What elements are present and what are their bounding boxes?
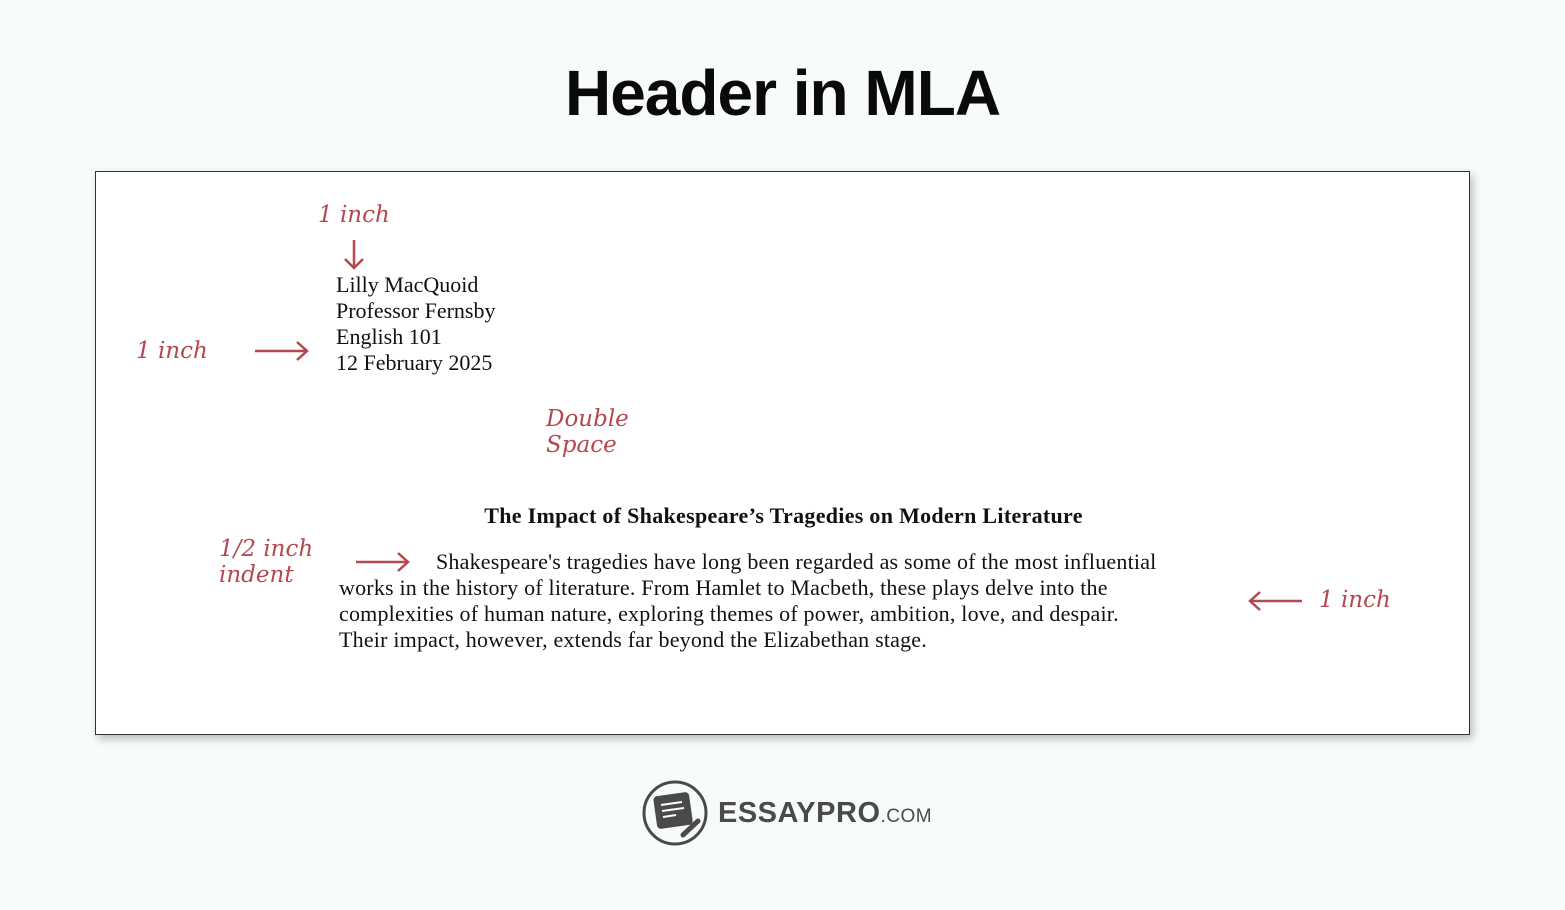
student-name: Lilly MacQuoid (336, 272, 479, 297)
body-line: complexities of human nature, exploring themes of power, ambition, love, and despair. (339, 601, 1119, 626)
right-margin-note: 1 inch (1319, 587, 1391, 613)
logo-wordmark (718, 797, 932, 830)
body-line: Shakespeare's tragedies have long been regarded as some of the most influential (436, 549, 1157, 574)
note-line: indent (219, 562, 294, 588)
double-space-note (546, 406, 629, 458)
essay-title: The Impact of Shakespeare’s Tragedies on Modern Literature (484, 503, 1083, 528)
arrow-down-icon (341, 238, 367, 272)
arrow-right-icon (253, 339, 311, 363)
arrow-left-icon (1246, 589, 1304, 613)
essay-body (339, 549, 1156, 653)
note-line: 1/2 inch (219, 536, 314, 562)
logo-pro: PRO (816, 796, 881, 829)
course-name: English 101 (336, 324, 442, 349)
logo-com: .COM (880, 805, 933, 827)
document-pencil-icon (642, 780, 708, 846)
arrow-right-icon (354, 550, 412, 574)
indent-note (219, 536, 313, 588)
date: 12 February 2025 (336, 350, 493, 375)
note-line: Double (546, 406, 629, 432)
note-line: Space (546, 432, 617, 458)
logo-essay: ESSAY (718, 796, 817, 829)
professor-name: Professor Fernsby (336, 298, 496, 323)
essaypro-logo[interactable] (642, 780, 932, 846)
body-line: works in the history of literature. From Hamlet to Macbeth, these plays delve into the (339, 575, 1108, 600)
left-margin-note: 1 inch (136, 338, 208, 364)
body-line: Their impact, however, extends far beyond the Elizabethan stage. (339, 627, 927, 652)
mla-header-block (336, 272, 496, 376)
page-heading: Header in MLA (564, 57, 1001, 129)
document-page (95, 171, 1470, 735)
top-margin-note: 1 inch (318, 202, 390, 228)
